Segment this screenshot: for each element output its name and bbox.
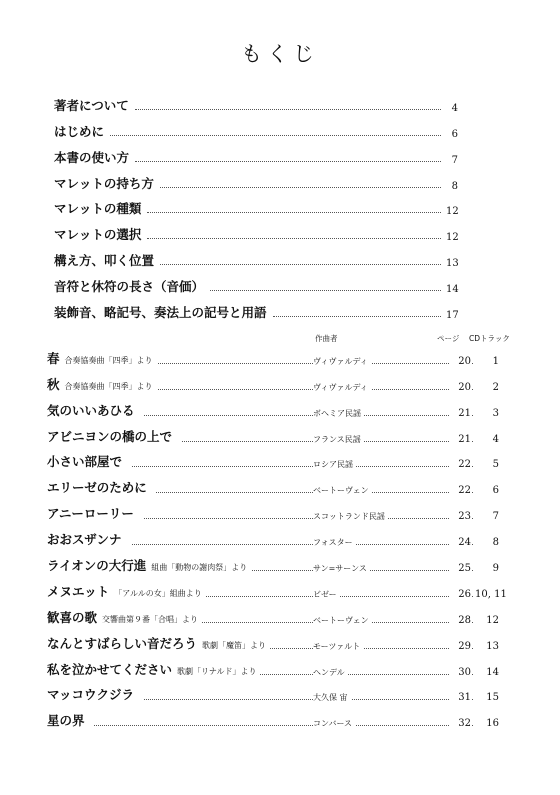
song-title: 歓喜の歌 bbox=[47, 609, 98, 625]
song-composer: ビゼー bbox=[313, 589, 340, 600]
entry-page: 6 bbox=[451, 128, 458, 140]
song-track: 13 bbox=[473, 641, 499, 652]
song-page: 22 bbox=[449, 485, 471, 496]
song-composer: スコットランド民謡 bbox=[313, 511, 388, 522]
toc-entry[interactable] bbox=[54, 270, 458, 296]
song-title: おおスザンナ bbox=[47, 532, 122, 548]
song-page: 21 bbox=[449, 408, 471, 419]
song-title: エリーゼのために bbox=[47, 480, 147, 496]
song-page: 29 bbox=[449, 641, 471, 652]
song-composer: ヴィヴァルディ bbox=[313, 356, 371, 367]
toc-entry[interactable] bbox=[54, 167, 458, 193]
song-page: 30 bbox=[449, 667, 471, 678]
dot-leader bbox=[210, 290, 441, 291]
entry-page: 12 bbox=[446, 206, 459, 218]
song-composer: ベートーヴェン bbox=[313, 485, 372, 496]
entry-page: 4 bbox=[451, 102, 458, 114]
entry-title: マレットの持ち方 bbox=[54, 175, 154, 191]
dot-leader bbox=[160, 264, 441, 265]
song-title: 小さい部屋で bbox=[47, 454, 123, 470]
toc-entry[interactable] bbox=[54, 89, 458, 115]
entry-page: 14 bbox=[446, 284, 459, 296]
song-page: 21 bbox=[449, 434, 471, 445]
dot-leader bbox=[147, 238, 441, 239]
song-entry[interactable] bbox=[47, 655, 497, 681]
toc-entry[interactable] bbox=[54, 115, 458, 141]
song-track: 2 bbox=[473, 382, 499, 393]
song-page: 20 bbox=[449, 356, 471, 367]
song-source: 歌劇「リナルド」より bbox=[177, 666, 257, 676]
song-composer: フォスター bbox=[313, 537, 356, 548]
entry-page: 7 bbox=[451, 154, 458, 166]
song-entry[interactable] bbox=[47, 577, 507, 603]
song-list bbox=[47, 344, 507, 732]
song-entry[interactable] bbox=[47, 706, 497, 732]
song-composer: ボヘミア民謡 bbox=[313, 408, 364, 419]
dot-leader bbox=[135, 109, 441, 110]
song-page: 24 bbox=[449, 537, 471, 548]
song-track: 9 bbox=[473, 563, 499, 574]
song-entry[interactable] bbox=[47, 629, 497, 655]
entry-title: 構え方、叩く位置 bbox=[54, 253, 155, 269]
entry-title: 著者について bbox=[54, 97, 129, 113]
song-composer: ロシア民謡 bbox=[313, 459, 356, 470]
entry-title: 装飾音、略記号、奏法上の記号と用語 bbox=[54, 305, 267, 321]
song-title: 気のいいあひる bbox=[47, 402, 135, 418]
song-track: 4 bbox=[473, 434, 499, 445]
song-title: アビニヨンの橋の上で bbox=[47, 428, 173, 444]
song-composer: サン=サーンス bbox=[313, 563, 370, 574]
song-entry[interactable] bbox=[47, 525, 497, 551]
song-track: 14 bbox=[473, 667, 499, 678]
toc-entry[interactable] bbox=[54, 244, 458, 270]
song-title: メヌエット bbox=[47, 583, 110, 599]
song-source: 組曲「動物の謝肉祭」より bbox=[151, 563, 248, 573]
dot-leader bbox=[135, 161, 441, 162]
song-title: 秋 bbox=[47, 376, 60, 392]
song-entry[interactable] bbox=[47, 448, 497, 474]
song-page: 23 bbox=[449, 511, 471, 522]
page-column-header: ページ bbox=[437, 334, 460, 343]
song-entry[interactable] bbox=[47, 499, 497, 525]
song-entry[interactable] bbox=[47, 473, 497, 499]
song-title: マッコウクジラ bbox=[47, 687, 135, 703]
song-track: 1 bbox=[473, 356, 499, 367]
song-title: アニーローリー bbox=[47, 506, 134, 522]
toc-entry[interactable] bbox=[54, 218, 458, 244]
song-page: 22 bbox=[449, 459, 471, 470]
page-title: もくじ bbox=[241, 42, 319, 66]
dot-leader bbox=[110, 135, 441, 136]
song-composer: モーツァルト bbox=[313, 641, 363, 652]
entry-title: 音符と休符の長さ（音価） bbox=[54, 279, 205, 295]
toc-entry[interactable] bbox=[54, 296, 458, 322]
song-entry[interactable] bbox=[47, 551, 497, 577]
song-entry[interactable] bbox=[47, 396, 497, 422]
entry-title: 本書の使い方 bbox=[54, 149, 130, 165]
entry-page: 13 bbox=[446, 258, 459, 270]
song-title: なんとすばらしい音だろう bbox=[47, 635, 198, 651]
entry-title: はじめに bbox=[54, 123, 105, 139]
song-source: 「アルルの女」組曲より bbox=[114, 588, 202, 598]
song-title: ライオンの大行進 bbox=[47, 558, 147, 574]
song-track: 7 bbox=[473, 511, 499, 522]
song-entry[interactable] bbox=[47, 603, 497, 629]
dot-leader bbox=[273, 316, 441, 317]
song-track: 3 bbox=[473, 408, 499, 419]
song-source: 歌劇「魔笛」より bbox=[202, 640, 267, 650]
song-source: 交響曲第９番「合唱」より bbox=[102, 614, 199, 624]
song-composer: ヘンデル bbox=[313, 667, 348, 678]
song-page: 28 bbox=[449, 615, 471, 626]
song-composer: コンバース bbox=[313, 718, 355, 729]
song-entry[interactable] bbox=[47, 370, 497, 396]
dot-leader bbox=[47, 725, 497, 726]
toc-entry[interactable] bbox=[54, 141, 458, 167]
entry-title: マレットの種類 bbox=[54, 201, 142, 217]
song-track: 5 bbox=[473, 459, 499, 470]
song-entry[interactable] bbox=[47, 681, 497, 707]
entry-page: 12 bbox=[446, 232, 459, 244]
entry-page: 17 bbox=[446, 310, 459, 322]
song-composer: ベートーヴェン bbox=[313, 615, 372, 626]
song-composer: ヴィヴァルディ bbox=[313, 382, 371, 393]
song-source: 合奏協奏曲「四季」より bbox=[64, 355, 153, 365]
song-track: 16 bbox=[473, 718, 499, 729]
dot-leader bbox=[147, 212, 441, 213]
song-page: 26 bbox=[449, 589, 471, 600]
song-entry[interactable] bbox=[47, 422, 497, 448]
song-track: 12 bbox=[473, 615, 499, 626]
song-title: 私を泣かせてください bbox=[47, 661, 173, 677]
song-page: 25 bbox=[449, 563, 471, 574]
song-track: 8 bbox=[473, 537, 499, 548]
composer-column-header: 作曲者 bbox=[315, 334, 338, 343]
track-column-header: CDトラック bbox=[469, 334, 510, 343]
song-page: 32 bbox=[449, 718, 471, 729]
song-page: 31 bbox=[449, 692, 471, 703]
toc-entry[interactable] bbox=[54, 193, 458, 219]
song-composer: 大久保 宙 bbox=[313, 692, 351, 703]
song-track: 6 bbox=[473, 485, 499, 496]
song-entry[interactable] bbox=[47, 344, 497, 370]
song-title: 春 bbox=[47, 350, 60, 366]
front-matter-list bbox=[54, 89, 458, 322]
song-composer: フランス民謡 bbox=[313, 434, 364, 445]
song-source: 合奏協奏曲「四季」より bbox=[64, 381, 153, 391]
song-track: 15 bbox=[473, 692, 499, 703]
song-title: 星の界 bbox=[47, 713, 85, 729]
dot-leader bbox=[160, 187, 441, 188]
entry-page: 8 bbox=[451, 180, 458, 192]
entry-title: マレットの選択 bbox=[54, 227, 142, 243]
song-track: 10, 11 bbox=[475, 588, 507, 600]
song-page: 20 bbox=[449, 382, 471, 393]
